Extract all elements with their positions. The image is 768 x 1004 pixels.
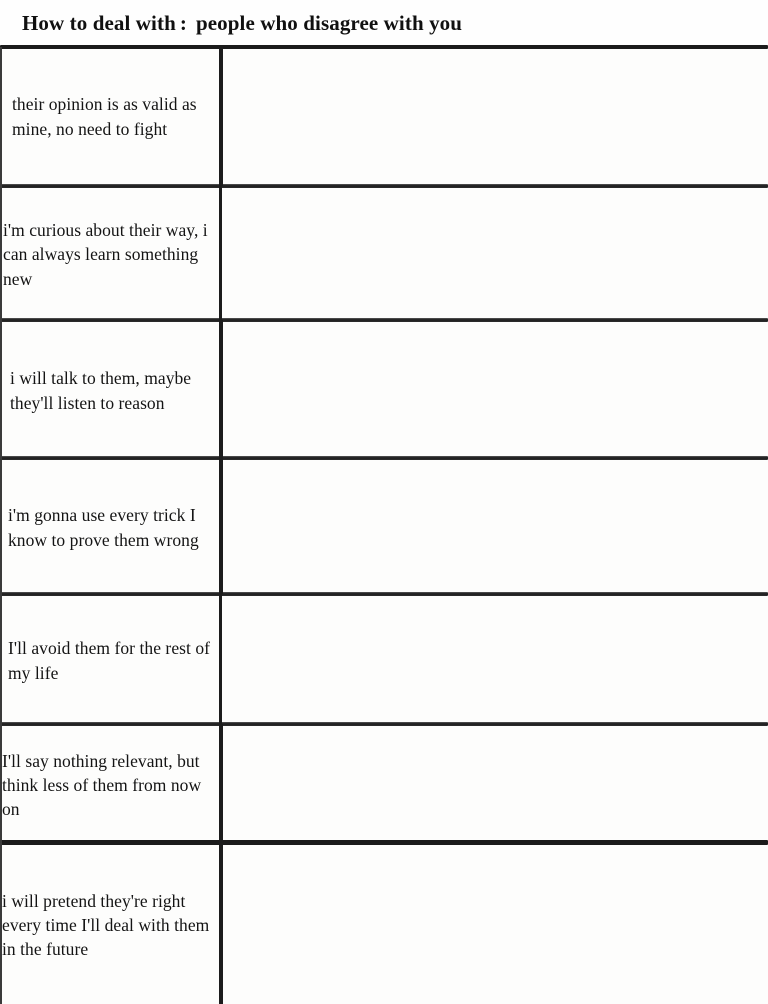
row-label-cell [0,323,219,458]
row-label-text: i will talk to them, maybe they'll listen to reason [10,368,192,413]
row-label-text: i'm curious about their way, i can always learn something new [3,220,208,289]
row-label-cell [0,727,219,843]
row-answer-cell[interactable] [221,597,768,724]
row-label-text: their opinion is as valid as mine, no need to fight [12,94,197,139]
row-label-text: i will pretend they're right every time I'll deal with them in the future [2,890,210,960]
title-lead: How to deal with [22,11,176,35]
page-title [0,0,768,47]
row-label-cell [0,461,219,594]
row-answer-cell[interactable] [221,846,768,1004]
row-label-cell [0,189,219,320]
row-label-cell [0,47,219,186]
row-label-cell [0,597,219,724]
title-separator: : [179,11,187,35]
row-label-text: I'll avoid them for the rest of my life [8,638,211,683]
row-label-text: I'll say nothing relevant, but think less of them from now on [2,750,202,820]
row-answer-cell[interactable] [221,727,768,843]
row-answer-cell[interactable] [221,461,768,594]
row-label-cell [0,846,219,1004]
title-topic: people who disagree with you [195,11,463,35]
row-answer-cell[interactable] [221,47,768,186]
row-answer-cell[interactable] [221,189,768,320]
row-label-text: i'm gonna use every trick I know to prove them wrong [8,505,199,550]
title-text-group [22,11,462,36]
row-answer-cell[interactable] [221,323,768,458]
